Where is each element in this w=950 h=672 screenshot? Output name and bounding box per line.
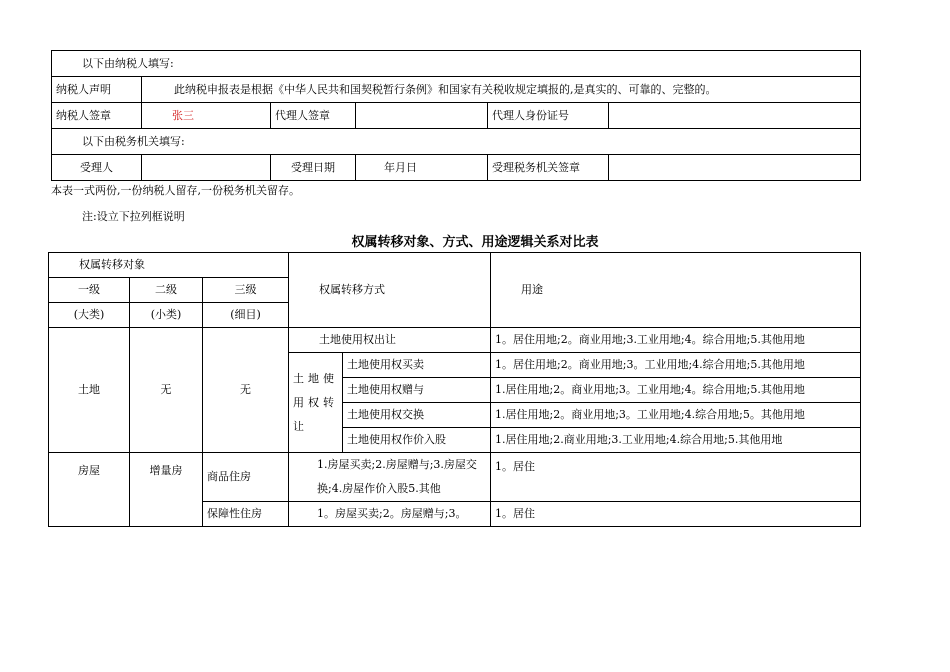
house-l3-commercial: 商品住房 bbox=[203, 453, 289, 502]
taxpayer-section-label: 以下由纳税人填写: bbox=[52, 51, 861, 77]
declaration-table bbox=[51, 50, 861, 181]
declaration-row bbox=[52, 77, 861, 103]
house-l2: 增量房 bbox=[130, 453, 203, 527]
copies-note: 本表一式两份,一份纳税人留存,一份税务机关留存。 bbox=[51, 184, 300, 197]
tax-office-section-label: 以下由税务机关填写: bbox=[52, 129, 861, 155]
agent-id-field[interactable] bbox=[609, 103, 861, 129]
table-row bbox=[49, 328, 861, 353]
agent-signature-field[interactable] bbox=[356, 103, 488, 129]
header-row-object bbox=[49, 253, 861, 278]
declaration-text: 此纳税申报表是根据《中华人民共和国契税暂行条例》和国家有关税收规定填报的,是真实的、可靠的、完整的。 bbox=[142, 77, 861, 103]
taxpayer-signature-label: 纳税人签章 bbox=[52, 103, 142, 129]
header-level3-sub: (细目) bbox=[203, 303, 289, 328]
receipt-date-label: 受理日期 bbox=[271, 155, 356, 181]
land-method-sale: 土地使用权买卖 bbox=[343, 353, 491, 378]
header-level1-sub: (大类) bbox=[49, 303, 130, 328]
land-l1: 土地 bbox=[49, 328, 130, 453]
header-object: 权属转移对象 bbox=[49, 253, 289, 278]
house-use-affordable: 1。居住 bbox=[491, 502, 861, 527]
land-l3: 无 bbox=[203, 328, 289, 453]
land-use-gift: 1.居住用地;2。商业用地;3。工业用地;4。综合用地;5.其他用地 bbox=[491, 378, 861, 403]
land-transfer-group: 土地使用权转让 bbox=[289, 353, 343, 453]
land-use-equity: 1.居住用地;2.商业用地;3.工业用地;4.综合用地;5.其他用地 bbox=[491, 428, 861, 453]
land-use-grant: 1。居住用地;2。商业用地;3.工业用地;4。综合用地;5.其他用地 bbox=[491, 328, 861, 353]
house-use-commercial: 1。居住 bbox=[491, 453, 861, 502]
house-method-commercial: 1.房屋买卖;2.房屋赠与;3.房屋交换;4.房屋作价入股5.其他 bbox=[289, 453, 491, 502]
header-level2: 二级 bbox=[130, 278, 203, 303]
land-method-grant: 土地使用权出让 bbox=[289, 328, 491, 353]
declaration-label: 纳税人声明 bbox=[52, 77, 142, 103]
comparison-table bbox=[48, 252, 861, 527]
tax-office-seal-field[interactable] bbox=[609, 155, 861, 181]
receipt-date-value[interactable]: 年月日 bbox=[356, 155, 488, 181]
header-use: 用途 bbox=[491, 253, 861, 328]
signature-row bbox=[52, 103, 861, 129]
land-method-equity: 土地使用权作价入股 bbox=[343, 428, 491, 453]
receipt-row bbox=[52, 155, 861, 181]
table-row bbox=[49, 453, 861, 502]
tax-office-section-row bbox=[52, 129, 861, 155]
land-use-sale: 1。居住用地;2。商业用地;3。工业用地;4.综合用地;5.其他用地 bbox=[491, 353, 861, 378]
land-l2: 无 bbox=[130, 328, 203, 453]
dropdown-note: 注:设立下拉列框说明 bbox=[82, 210, 185, 223]
comparison-table-title: 权属转移对象、方式、用途逻辑关系对比表 bbox=[351, 235, 599, 250]
agent-signature-label: 代理人签章 bbox=[271, 103, 356, 129]
house-l1: 房屋 bbox=[49, 453, 130, 527]
header-method: 权属转移方式 bbox=[289, 253, 491, 328]
receiver-field[interactable] bbox=[142, 155, 271, 181]
land-method-gift: 土地使用权赠与 bbox=[343, 378, 491, 403]
land-use-exchange: 1.居住用地;2。商业用地;3。工业用地;4.综合用地;5。其他用地 bbox=[491, 403, 861, 428]
taxpayer-section-row bbox=[52, 51, 861, 77]
house-method-affordable: 1。房屋买卖;2。房屋赠与;3。 bbox=[289, 502, 491, 527]
header-level1: 一级 bbox=[49, 278, 130, 303]
taxpayer-signature-value[interactable]: 张三 bbox=[142, 103, 271, 129]
header-level3: 三级 bbox=[203, 278, 289, 303]
house-l3-affordable: 保障性住房 bbox=[203, 502, 289, 527]
tax-office-seal-label: 受理税务机关签章 bbox=[488, 155, 609, 181]
receiver-label: 受理人 bbox=[52, 155, 142, 181]
agent-id-label: 代理人身份证号 bbox=[488, 103, 609, 129]
header-level2-sub: (小类) bbox=[130, 303, 203, 328]
land-method-exchange: 土地使用权交换 bbox=[343, 403, 491, 428]
